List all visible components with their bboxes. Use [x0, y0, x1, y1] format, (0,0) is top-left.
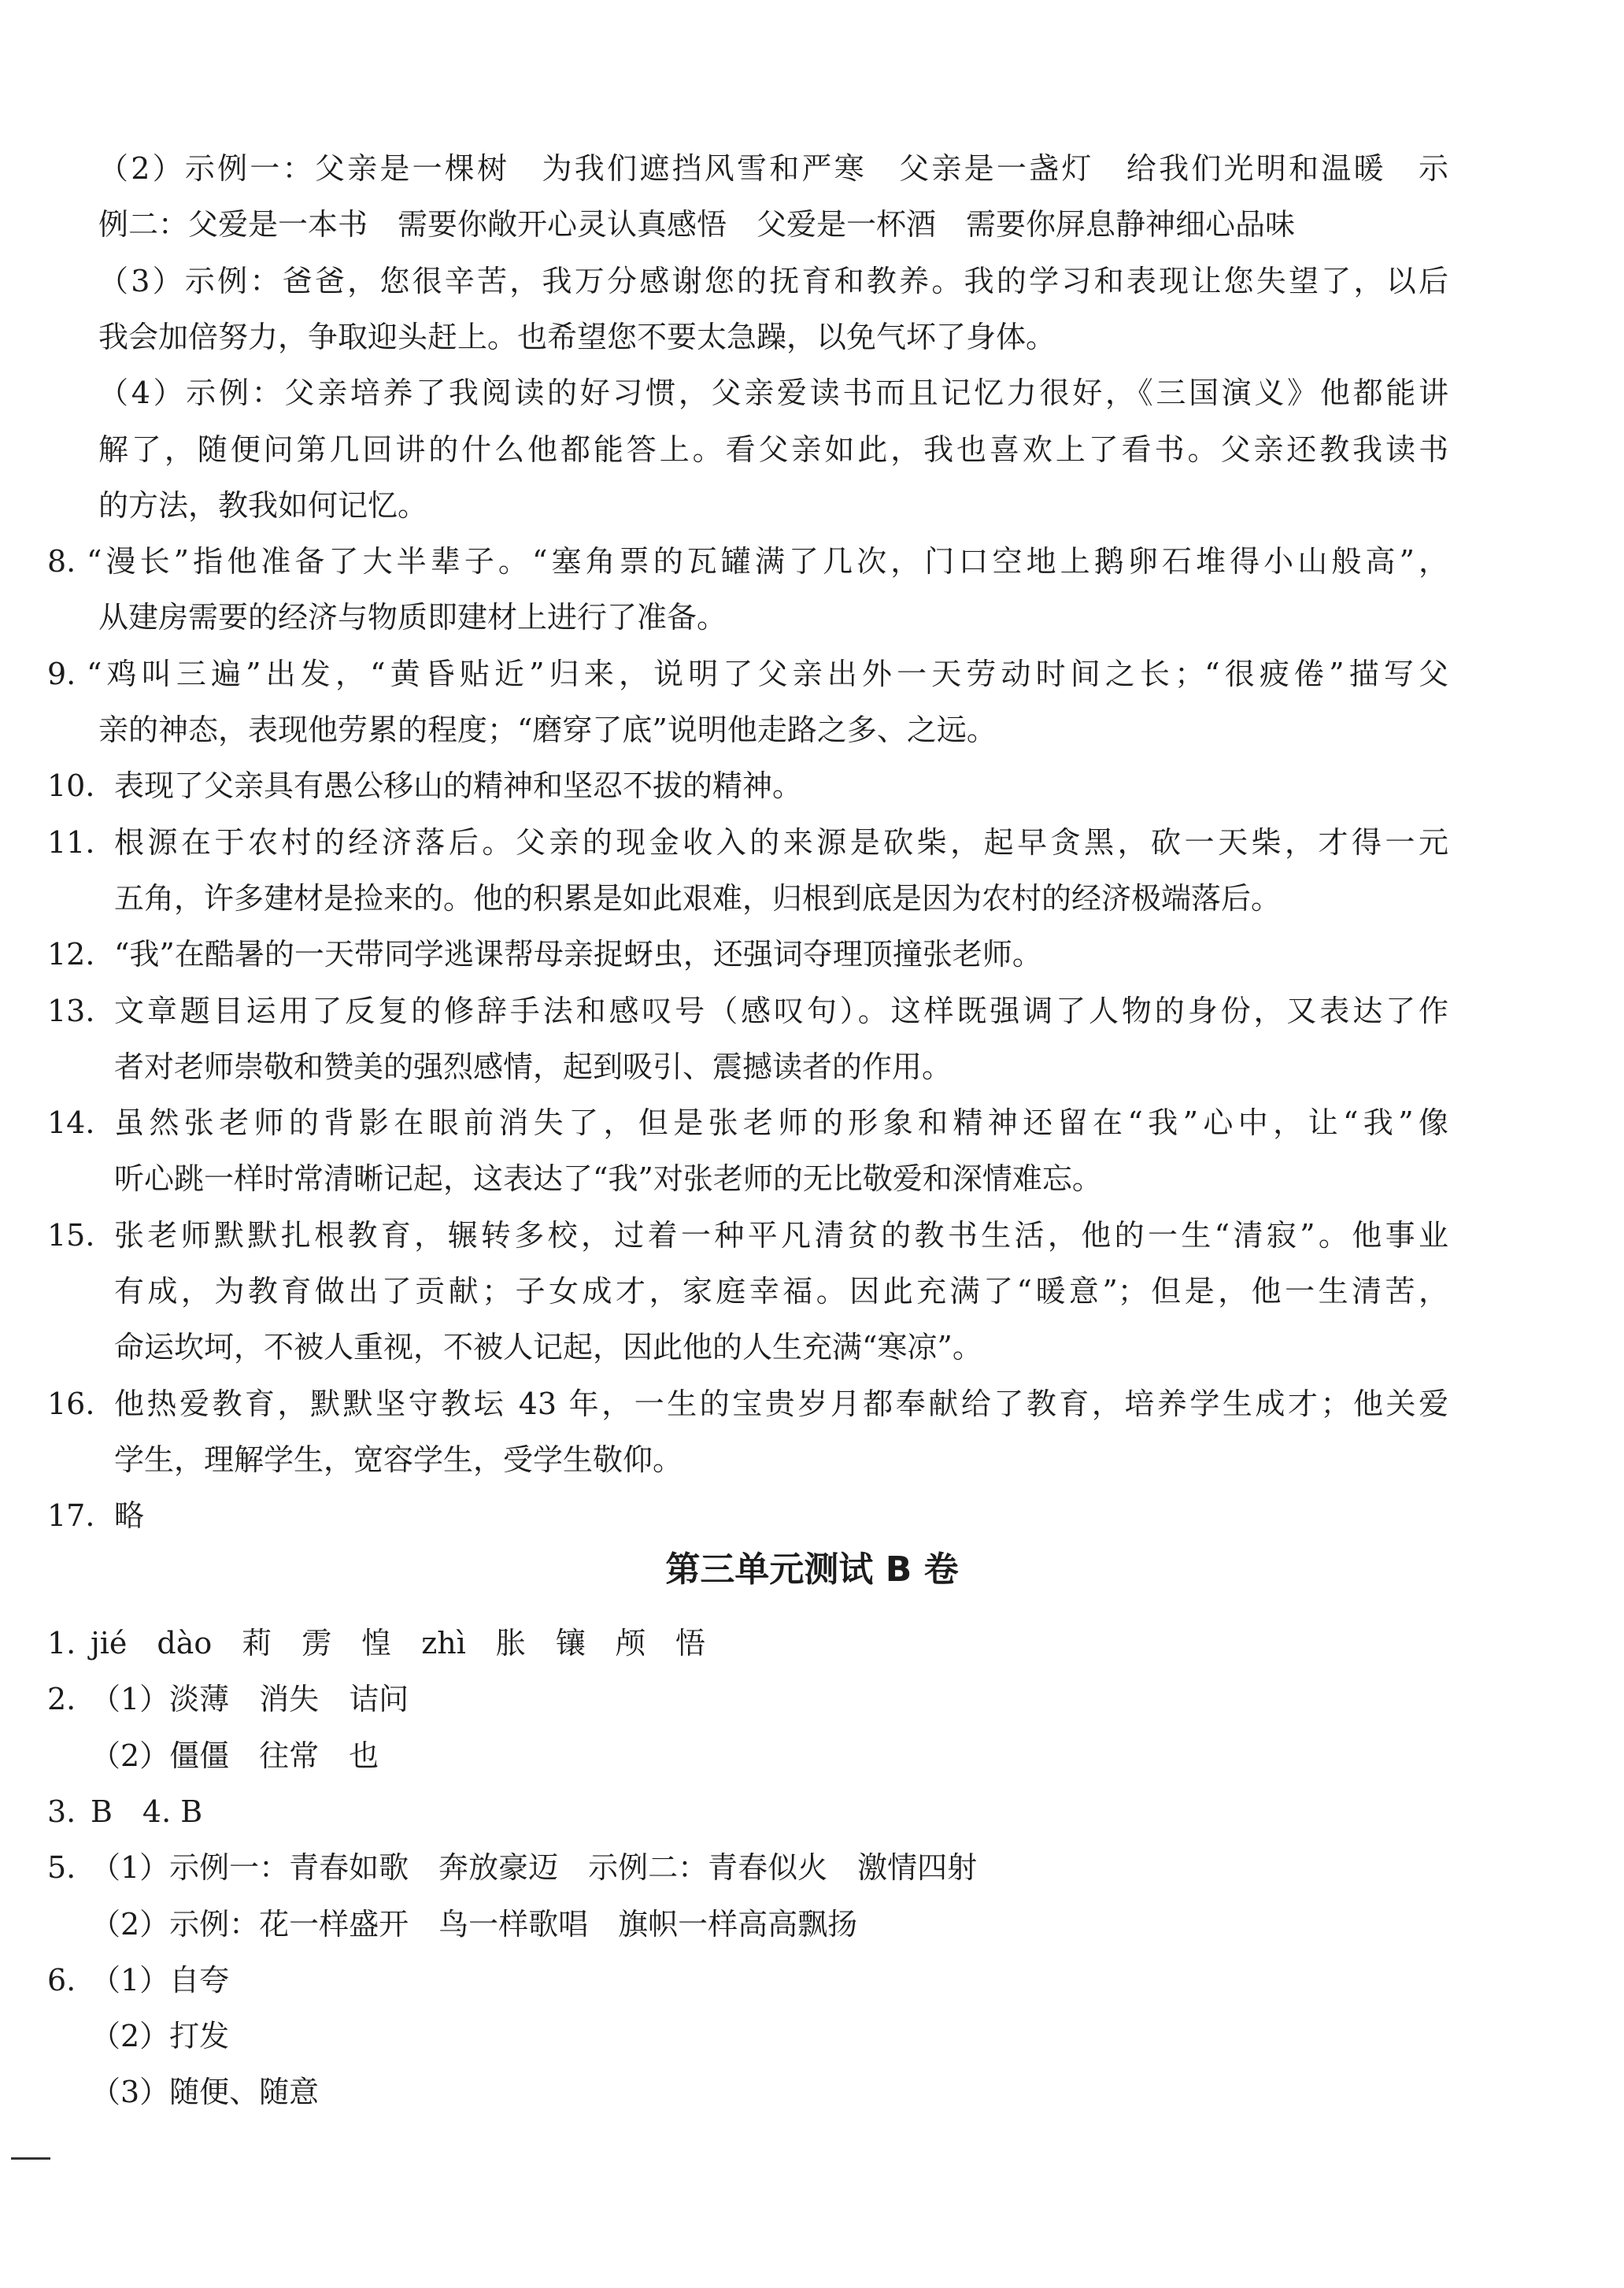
answer-text: B 4. B: [91, 1794, 203, 1829]
answer-text: （2）示例：花一样盛开 鸟一样歌唱 旗帜一样高高飘扬: [91, 1906, 858, 1942]
answer-line: [0, 1615, 1624, 1672]
answer-text: 张老师默默扎根教育，辗转多校，过着一种平凡清贫的教书生活，他的一生“清寂”。他事业: [114, 1217, 1448, 1253]
answer-line: [0, 253, 1624, 309]
answer-text: （3）示例：爸爸，您很辛苦，我万分感谢您的抚育和教养。我的学习和表现让您失望了，以后: [98, 263, 1448, 298]
answer-text: （2）示例一：父亲是一棵树 为我们遮挡风雪和严寒 父亲是一盏灯 给我们光明和温暖 示: [98, 151, 1448, 186]
answer-text: 者对老师崇敬和赞美的强烈感情，起到吸引、震撼读者的作用。: [114, 1049, 953, 1084]
question-number: 11.: [47, 824, 95, 860]
answer-line: [0, 1207, 1624, 1264]
answer-text: （2）僵僵 往常 也: [91, 1738, 379, 1773]
answer-line: [0, 1150, 1624, 1207]
answer-text: “鸡叫三遍”出发，“黄昏贴近”归来，说明了父亲出外一天劳动时间之长；“很疲倦”描写父: [87, 656, 1448, 691]
answer-line: [0, 589, 1624, 646]
question-number: 1.: [47, 1626, 76, 1660]
answer-line: [0, 1263, 1624, 1320]
answer-text: 五角，许多建材是捡来的。他的积累是如此艰难，归根到底是因为农村的经济极端落后。: [114, 880, 1282, 916]
question-number: 17.: [47, 1498, 95, 1534]
answer-line: [0, 702, 1624, 758]
answer-line: [0, 309, 1624, 365]
question-number: 10.: [47, 768, 95, 804]
answer-line: [0, 196, 1624, 253]
question-number: 16.: [47, 1386, 95, 1421]
answer-line: [0, 365, 1624, 421]
answer-line: [0, 1375, 1624, 1432]
section-title: 第三单元测试 B 卷: [665, 1549, 959, 1590]
answer-line: [0, 757, 1624, 814]
answer-text: 我会加倍努力，争取迎头赶上。也希望您不要太急躁，以免气坏了身体。: [98, 319, 1056, 354]
answer-line: [0, 870, 1624, 927]
question-number: 9.: [47, 656, 76, 691]
answer-line: [0, 1952, 1624, 2008]
answer-text: （3）随便、随意: [91, 2075, 320, 2110]
answer-line: [0, 1431, 1624, 1488]
answer-line: [0, 1094, 1624, 1151]
question-number: 15.: [47, 1217, 95, 1253]
answer-text: 例二：父爱是一本书 需要你敞开心灵认真感悟 父爱是一杯酒 需要你屏息静神细心品味: [98, 207, 1296, 242]
answer-text: 他热爱教育，默默坚守教坛 43 年，一生的宝贵岁月都奉献给了教育，培养学生成才；他关爱: [114, 1386, 1448, 1421]
answer-line: [0, 533, 1624, 590]
answer-line: [0, 983, 1624, 1039]
answer-text: jié dào 莉 雳 惶 zhì 胀 镶 颅 悟: [91, 1626, 705, 1660]
answer-line: [0, 814, 1624, 871]
answer-text: 学生，理解学生，宽容学生，受学生敬仰。: [114, 1442, 683, 1477]
answer-text: （1）淡薄 消失 诘问: [91, 1682, 409, 1717]
answer-text: 解了，随便问第几回讲的什么他都能答上。看父亲如此，我也喜欢上了看书。父亲还教我读书: [98, 431, 1448, 467]
answer-line: [0, 646, 1624, 702]
answer-text: （1）自夸: [91, 1962, 230, 1997]
answer-text: 的方法，教我如何记忆。: [98, 487, 428, 523]
question-number: 12.: [47, 937, 95, 972]
answer-text: （1）示例一：青春如歌 奔放豪迈 示例二：青春似火 激情四射: [91, 1850, 978, 1886]
question-number: 2.: [47, 1682, 76, 1717]
answer-text: “漫长”指他准备了大半辈子。“塞角票的瓦罐满了几次，门口空地上鹅卵石堆得小山般高”，: [87, 544, 1448, 579]
question-number: 14.: [47, 1105, 95, 1141]
answer-text: 表现了父亲具有愚公移山的精神和坚忍不拔的精神。: [114, 768, 803, 804]
question-number: 5.: [47, 1850, 76, 1886]
question-number: 8.: [47, 544, 76, 579]
answer-text: （2）打发: [91, 2019, 230, 2054]
answer-line: [0, 1319, 1624, 1375]
answer-text: 文章题目运用了反复的修辞手法和感叹号（感叹句）。这样既强调了人物的身份，又表达了作: [114, 993, 1448, 1028]
answer-line: [0, 1896, 1624, 1953]
answer-line: [0, 1487, 1624, 1544]
answer-line: [0, 1839, 1624, 1896]
answer-text: 亲的神态，表现他劳累的程度；“磨穿了底”说明他走路之多、之远。: [98, 713, 997, 747]
question-number: 13.: [47, 993, 95, 1028]
answer-line: [0, 1671, 1624, 1727]
answer-text: 略: [114, 1498, 145, 1534]
answer-text: 从建房需要的经济与物质即建材上进行了准备。: [98, 600, 727, 635]
answer-text: （4）示例：父亲培养了我阅读的好习惯，父亲爱读书而且记忆力很好，《三国演义》他都能讲: [98, 376, 1448, 411]
answer-line: [0, 2008, 1624, 2064]
answer-text: 有成，为教育做出了贡献；子女成才，家庭幸福。因此充满了“暖意”；但是，他一生清苦，: [114, 1274, 1448, 1309]
question-number: 6.: [47, 1962, 76, 1997]
answer-line: [0, 140, 1624, 197]
answer-line: [0, 1783, 1624, 1840]
footer-rule: [11, 2157, 50, 2160]
answer-line: [0, 1038, 1624, 1095]
answer-text: 虽然张老师的背影在眼前消失了，但是张老师的形象和精神还留在“我”心中，让“我”像: [114, 1105, 1448, 1141]
answer-text: “我”在酷暑的一天带同学逃课帮母亲捉蚜虫，还强词夺理顶撞张老师。: [114, 937, 1042, 972]
answer-line: [0, 1727, 1624, 1784]
answer-text: 根源在于农村的经济落后。父亲的现金收入的来源是砍柴，起早贪黑，砍一天柴，才得一元: [114, 824, 1448, 860]
answer-line: [0, 2064, 1624, 2120]
answer-line: [0, 421, 1624, 478]
answer-line: [0, 477, 1624, 534]
question-number: 3.: [47, 1794, 76, 1829]
answer-line: [0, 926, 1624, 983]
answer-text: 命运坎坷，不被人重视，不被人记起，因此他的人生充满“寒凉”。: [114, 1330, 982, 1365]
answer-text: 听心跳一样时常清晰记起，这表达了“我”对张老师的无比敬爱和深情难忘。: [114, 1161, 1102, 1197]
